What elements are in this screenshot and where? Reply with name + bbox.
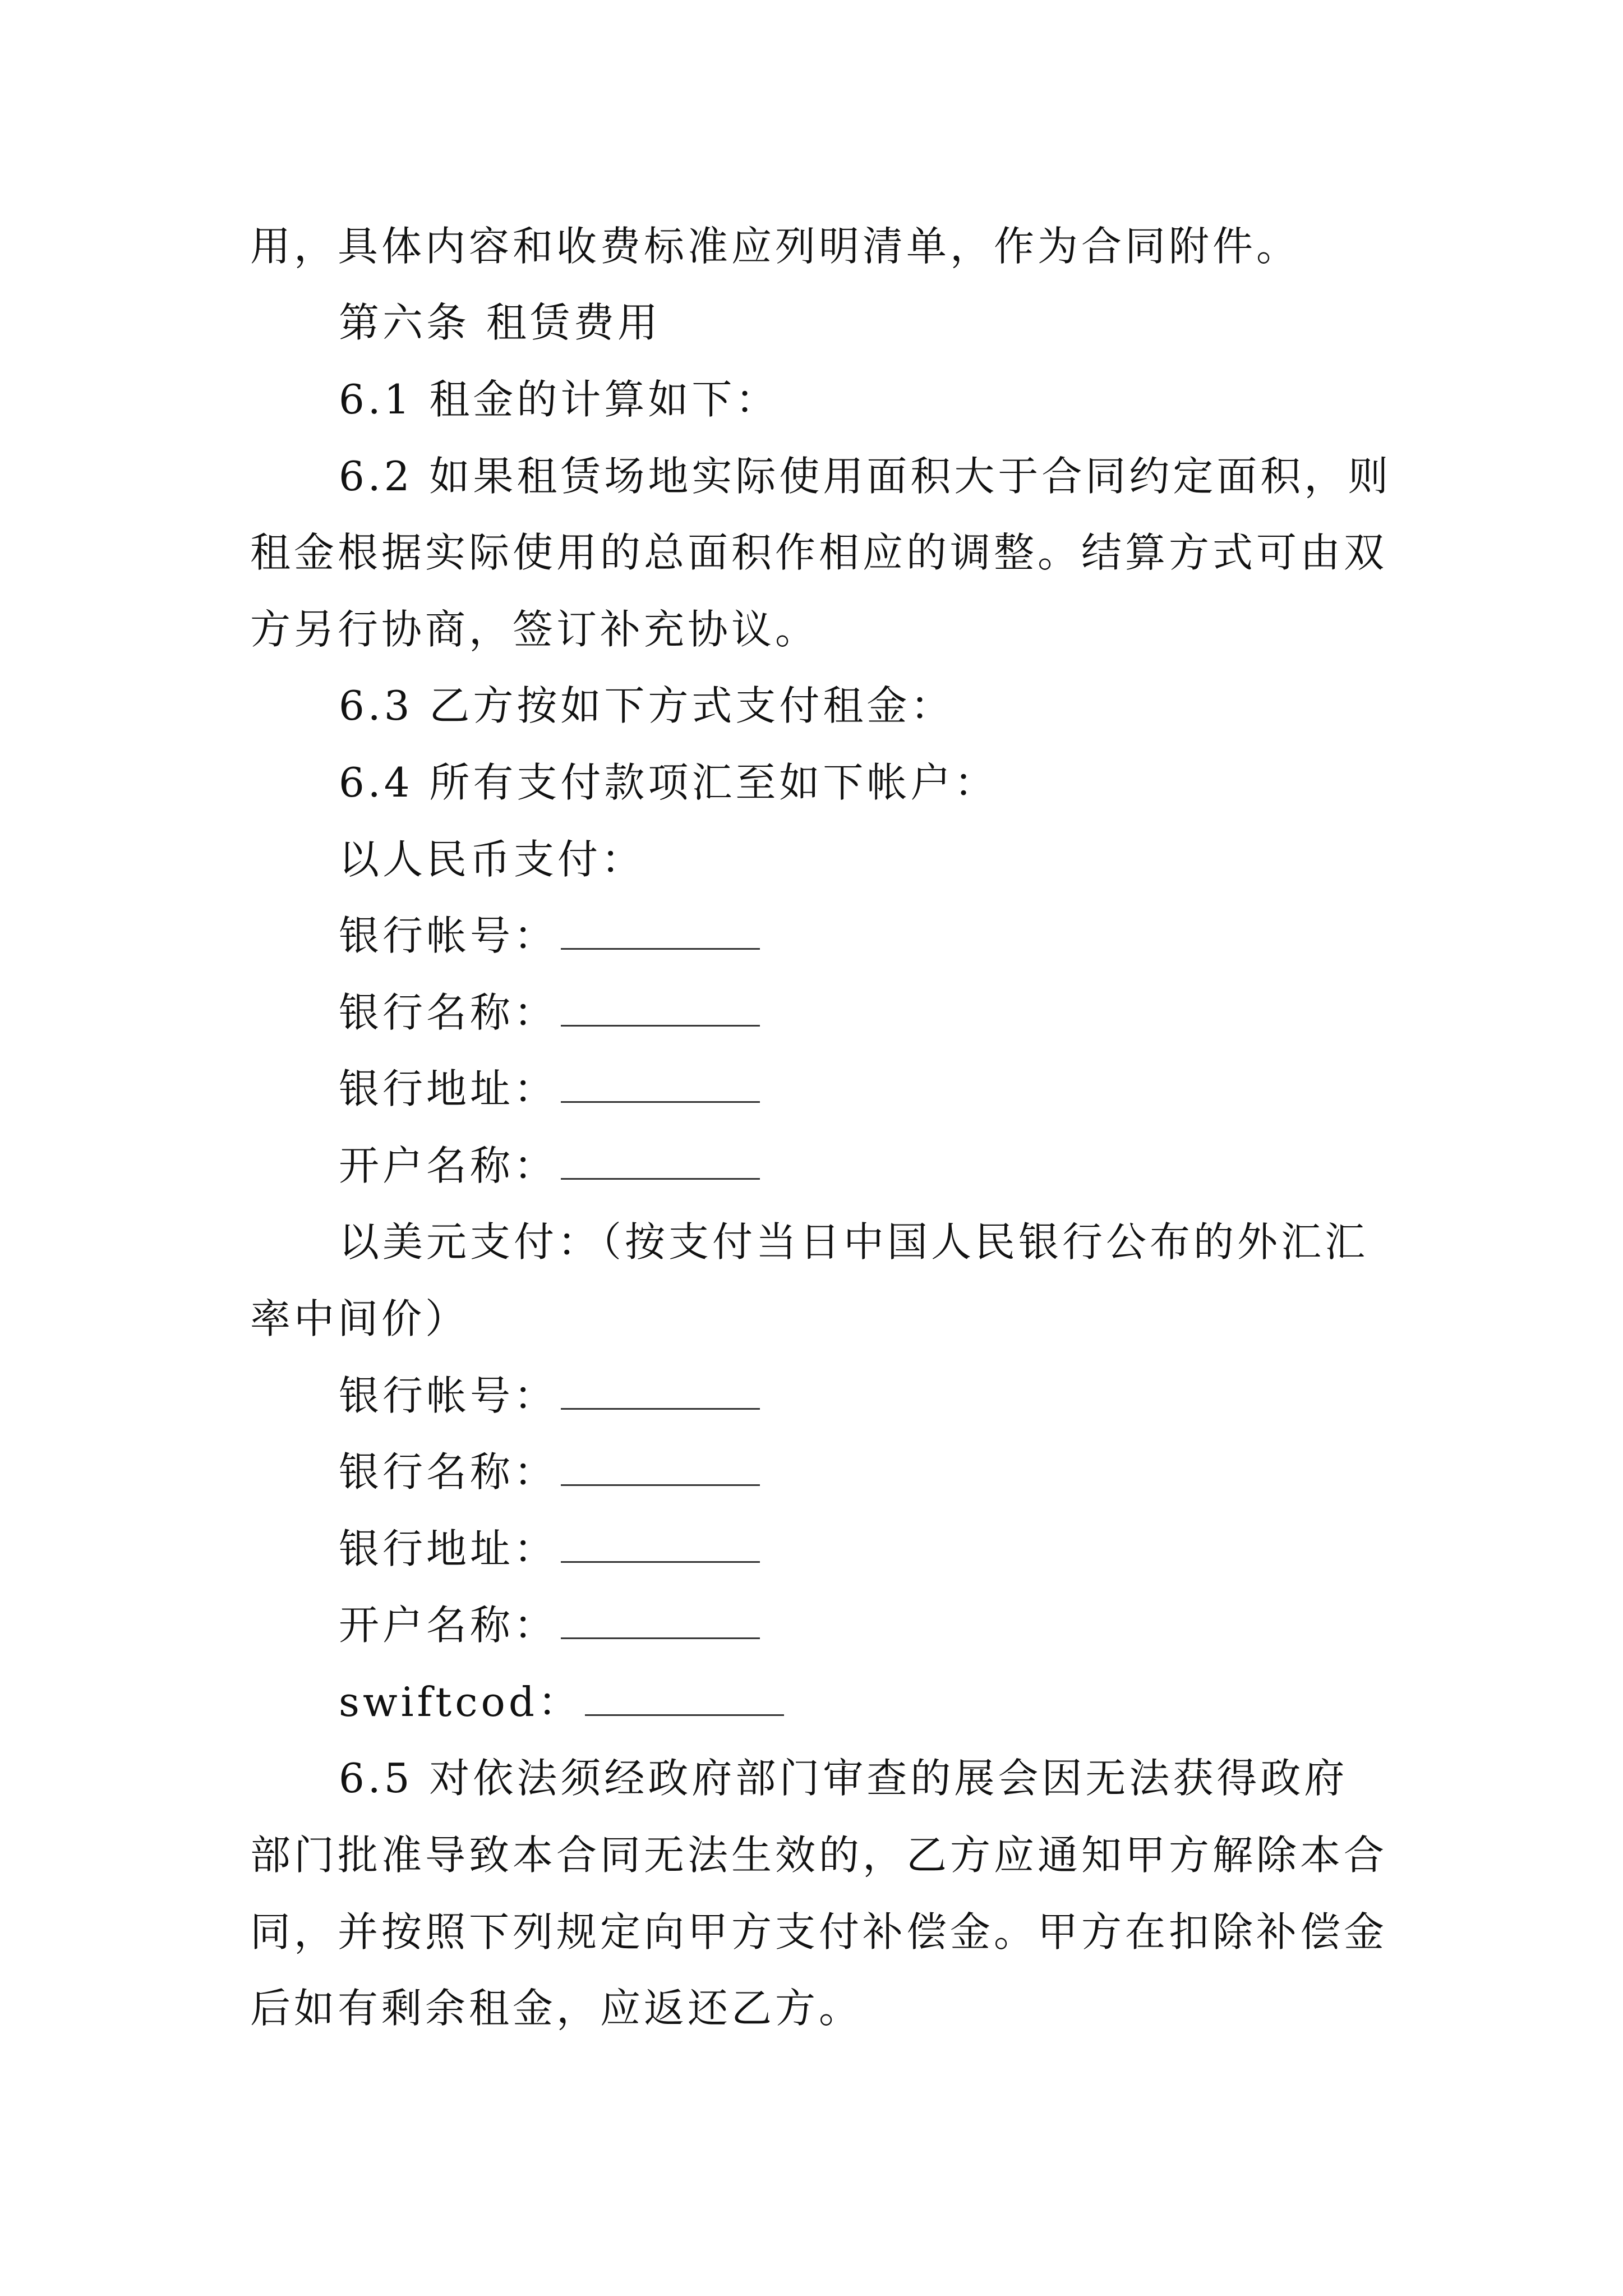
text-span: 6.4 所有支付款项汇至如下帐户：	[339, 759, 998, 806]
text-span: 租金根据实际使用的总面积作相应的调整。结算方式可由双	[250, 529, 1388, 576]
clause-6-5-line-2	[250, 1832, 1388, 1879]
fill-in-blank	[561, 1099, 760, 1103]
field-label: 银行帐号：	[339, 1372, 558, 1419]
rmb-bank-address	[339, 1065, 760, 1112]
text-span: 部门批准导致本合同无法生效的，乙方应通知甲方解除本合	[250, 1832, 1388, 1879]
fill-in-blank	[561, 1023, 760, 1027]
fill-in-blank	[561, 1176, 760, 1180]
clause-6-5-line-1	[339, 1755, 1348, 1802]
usd-bank-account	[339, 1372, 760, 1419]
clause-6-2-line-2	[250, 529, 1388, 576]
text-span: 后如有剩余租金，应返还乙方。	[250, 1985, 863, 2032]
clause-6-2-line-1	[339, 453, 1392, 500]
clause-6-3	[339, 682, 955, 729]
field-label: 开户名称：	[339, 1602, 558, 1649]
paragraph-line	[250, 223, 1301, 270]
text-span: 方另行协商，签订补充协议。	[250, 606, 819, 653]
usd-bank-address	[339, 1525, 760, 1572]
fill-in-blank	[585, 1712, 784, 1716]
rmb-payment-heading	[339, 836, 645, 883]
fill-in-blank	[561, 946, 760, 950]
text-span: 以人民币支付：	[339, 836, 645, 883]
usd-swift-code	[339, 1678, 784, 1726]
text-span: 第六条 租赁费用	[339, 299, 661, 346]
text-span: 6.3 乙方按如下方式支付租金：	[339, 682, 955, 729]
field-label: swiftcod：	[339, 1678, 582, 1726]
text-span: 6.2 如果租赁场地实际使用面积大于合同约定面积，则	[339, 453, 1392, 500]
fill-in-blank	[561, 1559, 760, 1563]
fill-in-blank	[561, 1406, 760, 1410]
fill-in-blank	[561, 1482, 760, 1486]
text-span: 用，具体内容和收费标准应列明清单，作为合同附件。	[250, 223, 1301, 270]
rmb-bank-name	[339, 989, 760, 1036]
usd-payment-heading-line-2	[250, 1295, 469, 1342]
text-span: 6.1 租金的计算如下：	[339, 376, 780, 423]
text-span: 率中间价）	[250, 1295, 469, 1342]
field-label: 银行名称：	[339, 1448, 558, 1496]
rmb-bank-account	[339, 912, 760, 959]
field-label: 银行地址：	[339, 1065, 558, 1112]
field-label: 银行地址：	[339, 1525, 558, 1572]
usd-payment-heading-line-1	[339, 1218, 1369, 1266]
field-label: 开户名称：	[339, 1142, 558, 1189]
clause-6-5-line-4	[250, 1985, 863, 2032]
field-label: 银行帐号：	[339, 912, 558, 959]
rmb-account-name	[339, 1142, 760, 1189]
clause-6-1	[339, 376, 780, 423]
field-label: 银行名称：	[339, 989, 558, 1036]
clause-6-5-line-3	[250, 1908, 1388, 1955]
text-span: 以美元支付：（按支付当日中国人民银行公布的外汇汇	[339, 1218, 1369, 1266]
clause-6-4	[339, 759, 998, 806]
fill-in-blank	[561, 1635, 760, 1639]
text-span: 同，并按照下列规定向甲方支付补偿金。甲方在扣除补偿金	[250, 1908, 1388, 1955]
text-span: 6.5 对依法须经政府部门审查的展会因无法获得政府	[339, 1755, 1348, 1802]
usd-bank-name	[339, 1448, 760, 1496]
usd-account-name	[339, 1602, 760, 1649]
section-heading	[339, 299, 661, 346]
clause-6-2-line-3	[250, 606, 819, 653]
